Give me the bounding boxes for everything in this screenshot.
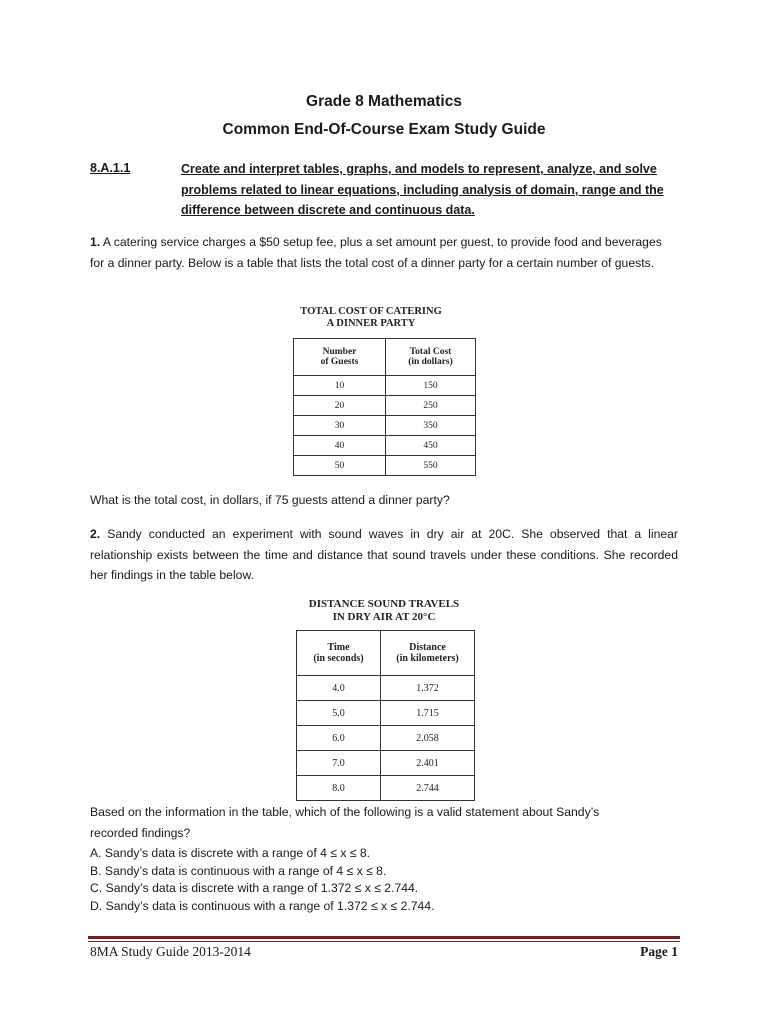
question-1-number: 1. — [90, 235, 101, 249]
question-1-prompt: What is the total cost, in dollars, if 75 guests attend a dinner party? — [90, 493, 450, 507]
standard-code: 8.A.1.1 — [90, 161, 131, 175]
footer-divider-thin — [88, 941, 680, 942]
answer-option-b: B. Sandy’s data is continuous with a range of 4 ≤ x ≤ 8. — [90, 864, 387, 878]
page-subtitle: Common End-Of-Course Exam Study Guide — [222, 121, 546, 138]
standard-description: Create and interpret tables, graphs, and models to represent, analyze, and solve problems related to linear equations, including analysis of domain, range and the difference between discrete and continuous data. — [181, 162, 664, 217]
footer-divider-thick — [88, 936, 680, 939]
table-2-title-line1: DISTANCE SOUND TRAVELS — [308, 598, 460, 610]
table-row: 4.0 1.372 — [297, 676, 475, 701]
page-title: Grade 8 Mathematics — [306, 93, 462, 110]
footer-page-number: Page 1 — [640, 944, 678, 959]
answer-option-c: C. Sandy’s data is discrete with a range of 1.372 ≤ x ≤ 2.744. — [90, 881, 419, 895]
catering-cost-table — [293, 338, 476, 476]
table-2-header-time: Time (in seconds) — [297, 631, 381, 676]
table-row: 6.0 2.058 — [297, 726, 475, 751]
table-row: 30 350 — [294, 416, 476, 436]
question-1-body: A catering service charges a $50 setup fee, plus a set amount per guest, to provide food and beverages for a dinner party. Below is a table that lists the total cost of a dinner party for a certain number of guests. — [90, 235, 662, 270]
table-row: 8.0 2.744 — [297, 776, 475, 801]
table-row: 20 250 — [294, 396, 476, 416]
table-2-title-line2: IN DRY AIR AT 20°C — [332, 611, 436, 623]
question-2-number: 2. — [90, 527, 101, 541]
table-1-header-guests: Number of Guests — [294, 339, 386, 376]
question-2-body: Sandy conducted an experiment with sound waves in dry air at 20C. She observed that a linear relationship exists between the time and distance that sound travels under these conditions. She recorded her findings in the table below. — [90, 527, 678, 582]
table-row: 7.0 2.401 — [297, 751, 475, 776]
table-row: 50 550 — [294, 456, 476, 476]
sound-distance-table — [296, 630, 475, 801]
footer-guide-name: 8MA Study Guide 2013-2014 — [90, 944, 251, 959]
table-row: 5.0 1.715 — [297, 701, 475, 726]
table-row: 10 150 — [294, 376, 476, 396]
table-row: 40 450 — [294, 436, 476, 456]
table-2-header-distance: Distance (in kilometers) — [381, 631, 475, 676]
table-1-title-line2: A DINNER PARTY — [326, 318, 416, 329]
question-2-text — [90, 524, 678, 586]
question-2-prompt: Based on the information in the table, which of the following is a valid statement about Sandy’s recorded findings? — [90, 805, 600, 840]
table-1-header-cost: Total Cost (in dollars) — [386, 339, 476, 376]
answer-option-d: D. Sandy’s data is continuous with a range of 1.372 ≤ x ≤ 2.744. — [90, 899, 435, 913]
answer-option-a: A. Sandy’s data is discrete with a range of 4 ≤ x ≤ 8. — [90, 846, 371, 860]
table-1-title-line1: TOTAL COST OF CATERING — [300, 306, 442, 317]
question-1-text — [90, 232, 678, 273]
